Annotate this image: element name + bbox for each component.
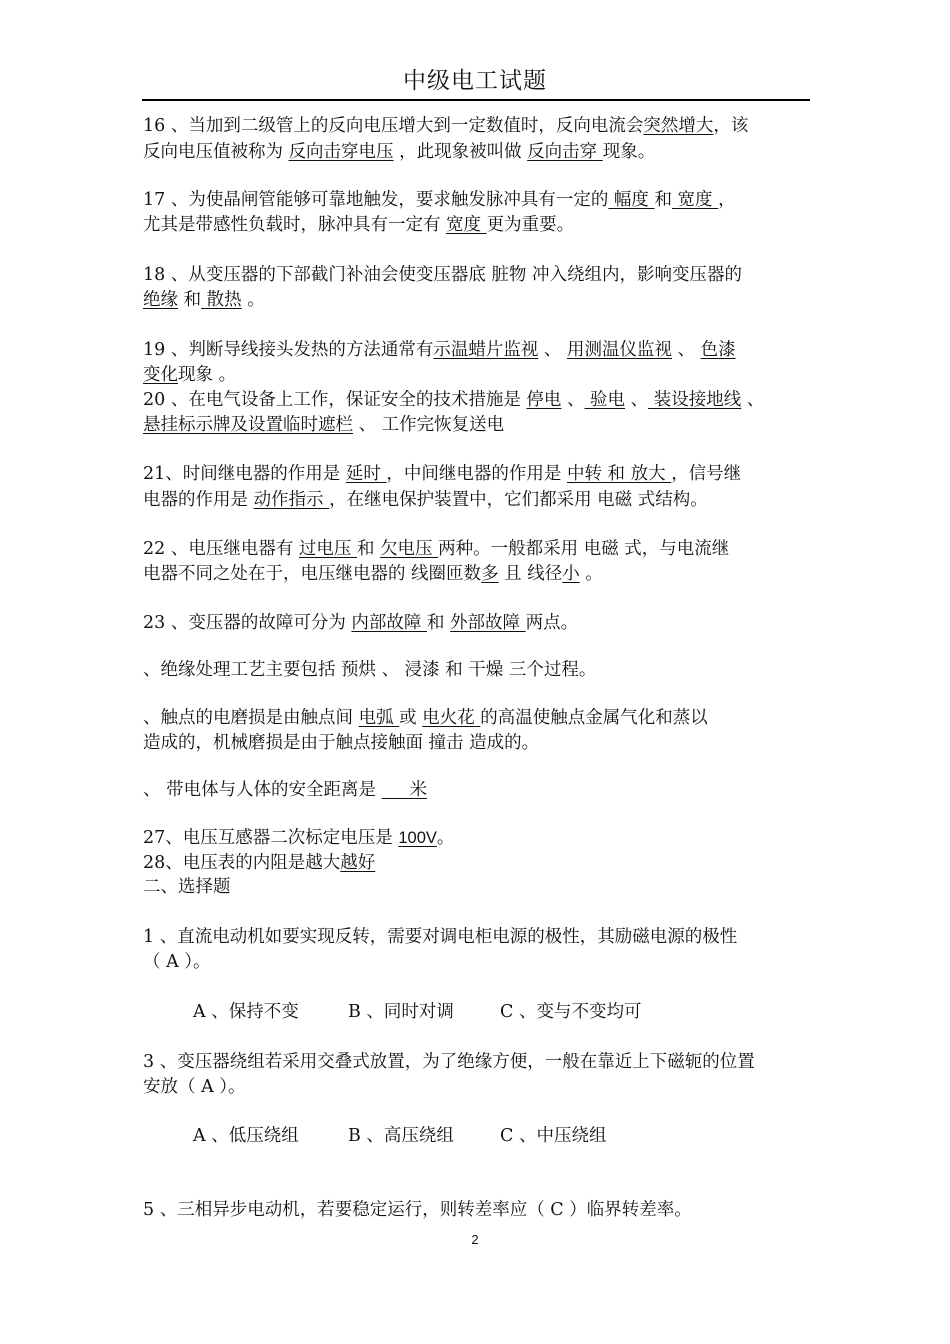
- answer-blank: 色漆: [700, 340, 736, 360]
- c5-line1: 5 、三相异步电动机，若要稳定运行，则转差率应（ C ）临界转差率。: [143, 1200, 692, 1220]
- page-title: 中级电工试题: [403, 68, 547, 94]
- q17-line1: 17 、为使晶闸管能够可靠地触发，要求触发脉冲具有一定的 幅度 和 宽度 ，: [143, 190, 736, 210]
- answer-blank: 内部故障: [351, 613, 427, 633]
- c3-line2: 安放（ A ）。: [143, 1077, 246, 1097]
- answer-blank: 多: [481, 564, 499, 584]
- c3-option-c: C 、中压绕组: [500, 1126, 607, 1146]
- answer-blank: 反向击穿: [527, 142, 603, 162]
- c1-option-c: C 、变与不变均可: [500, 1002, 642, 1022]
- c1-line1: 1 、直流电动机如要实现反转，需要对调电柜电源的极性，其励磁电源的极性: [143, 927, 738, 947]
- q19-line2: 变化现象 。: [143, 365, 237, 385]
- answer-blank: 宽度: [446, 215, 487, 235]
- answer-blank: 过电压: [298, 539, 357, 559]
- q23-line1: 23 、变压器的故障可分为 内部故障 和 外部故障 两点。: [143, 613, 579, 633]
- answer-blank: 电火花: [422, 708, 481, 728]
- c3-option-a: A 、低压绕组: [193, 1126, 299, 1146]
- q18-line2: 绝缘 和 散热 。: [143, 290, 265, 310]
- section-heading: 二、选择题: [143, 877, 231, 897]
- answer-blank: 小: [562, 564, 580, 584]
- answer-blank: 动作指示: [253, 490, 330, 510]
- c3-option-b: B 、高压绕组: [348, 1126, 454, 1146]
- answer-blank: 欠电压: [380, 539, 439, 559]
- c1-option-a: A 、保持不变: [193, 1002, 299, 1022]
- answer-blank: 停电: [526, 390, 562, 410]
- q25-line1: 、触点的电磨损是由触点间 电弧 或 电火花 的高温使触点金属气化和蒸以: [143, 708, 708, 728]
- q16-line1: 16 、当加到二级管上的反向电压增大到一定数值时，反向电流会突然增大，该: [143, 116, 749, 136]
- answer-blank: 散热: [201, 290, 242, 310]
- q20-line2: 悬挂标示牌及设置临时遮栏 、 工作完恢复送电: [143, 415, 505, 435]
- q28-line1: 28、电压表的内阻是越大越好: [143, 853, 376, 873]
- q20-line1: 20 、在电气设备上工作，保证安全的技术措施是 停电 、 验电 、 装设接地线 、: [143, 390, 765, 410]
- answer-blank: 突然增大: [643, 116, 714, 136]
- answer-blank: 绝缘: [143, 290, 178, 310]
- answer-blank: 米: [381, 780, 427, 800]
- q19-line1: 19 、判断导线接头发热的方法通常有示温蜡片监视 、 用测温仪监视 、 色漆: [143, 340, 736, 360]
- answer-blank: 示温蜡片监视: [433, 340, 539, 360]
- q21-line1: 21、时间继电器的作用是 延时 ，中间继电器的作用是 中转 和 放大 ，信号继: [143, 464, 742, 484]
- answer-blank: 变化: [143, 365, 178, 385]
- answer-blank: 验电: [584, 390, 626, 410]
- answer-blank: 外部故障: [450, 613, 526, 633]
- title-divider: [142, 99, 810, 101]
- answer-blank: 悬挂标示牌及设置临时遮栏: [143, 415, 353, 435]
- c1-line2: （ A ）。: [143, 952, 211, 972]
- q27-line1: 27、电压互感器二次标定电压是 100V。: [143, 828, 455, 848]
- q22-line2: 电器不同之处在于，电压继电器的 线圈匝数多 且 线径小 。: [143, 564, 603, 584]
- q24-line1: 、绝缘处理工艺主要包括 预烘 、 浸漆 和 干燥 三个过程。: [143, 660, 597, 680]
- answer-blank: 装设接地线: [648, 390, 742, 410]
- q16-line2: 反向电压值被称为 反向击穿电压 ，此现象被叫做 反向击穿 现象。: [143, 142, 656, 162]
- answer-blank: 幅度: [608, 190, 655, 210]
- answer-blank: 用测温仪监视: [566, 340, 672, 360]
- answer-blank: 100V: [398, 829, 437, 847]
- q25-line2: 造成的，机械磨损是由于触点接触面 撞击 造成的。: [143, 733, 540, 753]
- answer-blank: 宽度: [671, 190, 719, 210]
- c1-option-b: B 、同时对调: [348, 1002, 454, 1022]
- answer-blank: 电弧: [358, 708, 400, 728]
- q21-line2: 电器的作用是 动作指示 ，在继电保护装置中，它们都采用 电磁 式结构。: [143, 490, 708, 510]
- answer-blank: 中转 和 放大: [566, 464, 672, 484]
- page-number: 2: [471, 1232, 479, 1247]
- answer-blank: 延时: [345, 464, 387, 484]
- answer-blank: 反向击穿电压: [288, 142, 394, 162]
- c3-line1: 3 、变压器绕组若采用交叠式放置，为了绝缘方便，一般在靠近上下磁轭的位置: [143, 1052, 755, 1072]
- q26-line1: 、 带电体与人体的安全距离是 米: [143, 780, 427, 800]
- q17-line2: 尤其是带感性负载时，脉冲具有一定有 宽度 更为重要。: [143, 215, 575, 235]
- answer-blank: 越好: [340, 853, 376, 873]
- q22-line1: 22 、电压继电器有 过电压 和 欠电压 两种。一般都采用 电磁 式，与电流继: [143, 539, 730, 559]
- q18-line1: 18 、从变压器的下部截门补油会使变压器底 脏物 冲入绕组内，影响变压器的: [143, 265, 742, 285]
